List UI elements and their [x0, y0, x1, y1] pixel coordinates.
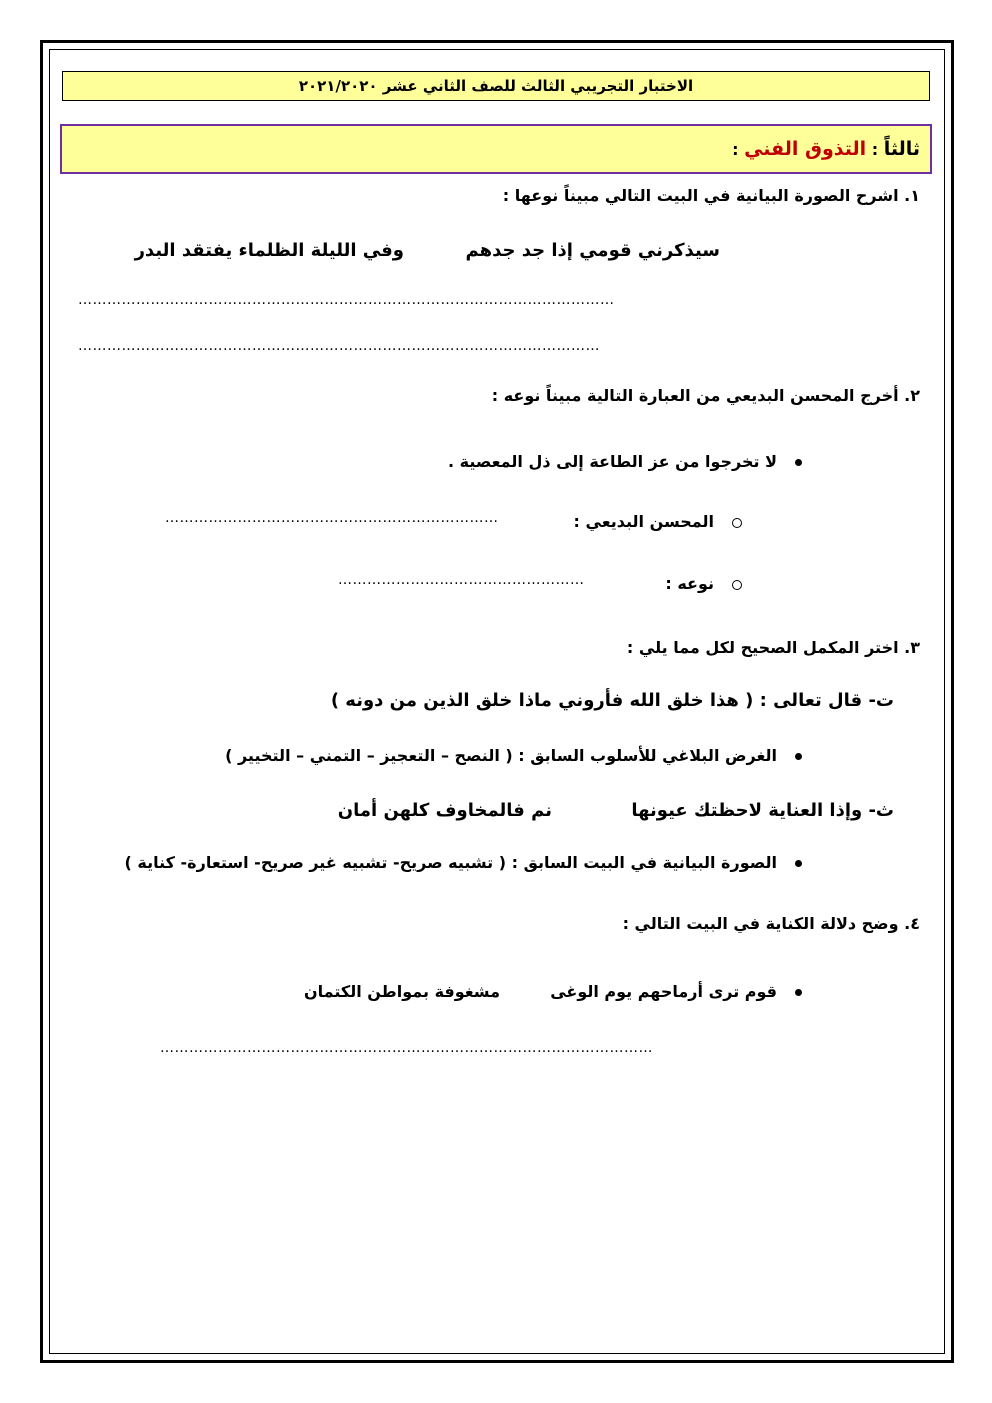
q2-statement-text: لا تخرجوا من عز الطاعة إلى ذل المعصية .: [447, 452, 777, 471]
circle-bullet-icon: [732, 580, 742, 590]
section-name: التذوق الفني: [744, 138, 867, 160]
q4-answer-line[interactable]: …………………………………………………………………………………………: [160, 1040, 653, 1056]
q1-answer-line-2[interactable]: ………………………………………………………………………………………………: [78, 338, 600, 354]
q4-verse-first-half: [550, 982, 802, 1001]
section-prefix: ثالثاً: [883, 138, 920, 160]
q3-bullet-2-text: الصورة البيانية في البيت السابق : ( تشبيه صريح- تشبيه غير صريح- استعارة- كناية ): [124, 853, 777, 872]
q3-bullet-1-text: الغرض البلاغي للأسلوب السابق : ( النصح – التعجيز – التمني – التخيير ): [225, 746, 777, 765]
q3-item-t: ت- قال تعالى : ( هذا خلق الله فأروني ماذا خلق الذين من دونه ): [330, 690, 894, 711]
section-heading: [60, 124, 932, 174]
q3-item-th-second-half: نم فالمخاوف كلهن أمان: [337, 800, 552, 821]
q3-bullet-2: [125, 853, 802, 872]
section-suffix: :: [732, 140, 745, 159]
q2-device-label-text: المحسن البديعي :: [573, 512, 714, 531]
q1-answer-line-1[interactable]: …………………………………………………………………………………………………: [78, 292, 615, 308]
bullet-icon: [795, 860, 802, 867]
question-1: ١. اشرح الصورة البيانية في البيت التالي مبيناً نوعها :: [502, 186, 920, 205]
section-sep: :: [866, 140, 884, 159]
q2-device-label: [574, 512, 742, 531]
q2-type-answer[interactable]: ……………………………………………: [338, 572, 585, 588]
question-2: ٢. أخرج المحسن البديعي من العبارة التالية مبيناً نوعه :: [491, 386, 920, 405]
bullet-icon: [795, 753, 802, 760]
q2-device-answer[interactable]: ……………………………………………………………: [165, 510, 499, 526]
circle-bullet-icon: [732, 518, 742, 528]
q3-bullet-1: [225, 746, 802, 765]
q1-verse-first-half: سيذكرني قومي إذا جد جدهم: [465, 240, 720, 261]
q2-type-label-text: نوعه :: [665, 574, 714, 593]
bullet-icon: [795, 989, 802, 996]
exam-title: الاختبار التجريبي الثالث للصف الثاني عشر ٢٠٢١/٢٠٢٠: [62, 71, 930, 101]
question-4: ٤. وضح دلالة الكناية في البيت التالي :: [622, 914, 920, 933]
question-3: ٣. اختر المكمل الصحيح لكل مما يلي :: [626, 638, 920, 657]
q3-item-th-first-half: ث- وإذا العناية لاحظتك عيونها: [631, 800, 894, 821]
q1-verse-second-half: وفي الليلة الظلماء يفتقد البدر: [134, 240, 404, 261]
q4-verse-second-half: مشغوفة بمواطن الكتمان: [303, 982, 500, 1001]
q2-type-label: [665, 574, 742, 593]
q2-statement: [448, 452, 802, 471]
q4-verse-first-half-text: قوم ترى أرماحهم يوم الوغى: [550, 982, 777, 1001]
bullet-icon: [795, 459, 802, 466]
